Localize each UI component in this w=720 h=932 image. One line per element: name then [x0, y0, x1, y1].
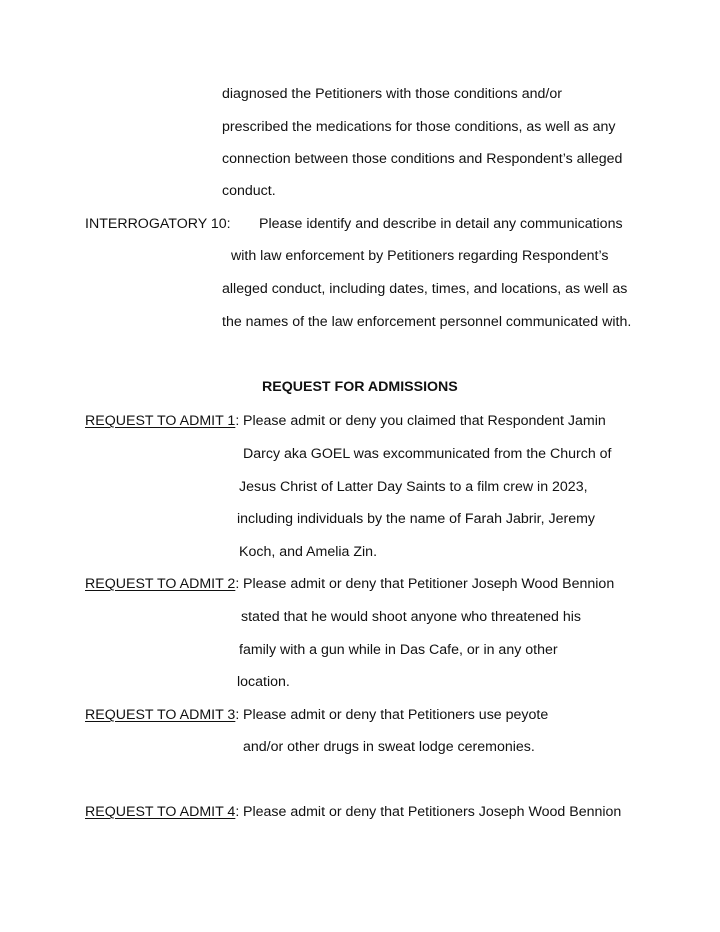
interrogatory-10-line: the names of the law enforcement personnel communicated with. [222, 314, 632, 330]
request-1-line: Please admit or deny you claimed that Respondent Jamin [243, 413, 606, 429]
request-3-line: Please admit or deny that Petitioners use peyote [243, 707, 549, 723]
request-1-line: Koch, and Amelia Zin. [239, 544, 378, 560]
request-2-label: REQUEST TO ADMIT 2 [85, 576, 236, 592]
interrogatory-10-line: with law enforcement by Petitioners regarding Respondent’s [231, 248, 609, 264]
request-2-line: Please admit or deny that Petitioner Joseph Wood Bennion [243, 576, 615, 592]
request-2-colon: : [235, 576, 240, 592]
request-2-label-wrap [85, 575, 239, 593]
request-1-line: Jesus Christ of Latter Day Saints to a film crew in 2023, [239, 479, 588, 495]
request-1-label: REQUEST TO ADMIT 1 [85, 413, 236, 429]
request-1-label-wrap [85, 412, 239, 430]
request-3-colon: : [235, 707, 240, 723]
request-1-colon: : [235, 413, 240, 429]
section-heading: REQUEST FOR ADMISSIONS [262, 379, 458, 395]
request-3-line: and/or other drugs in sweat lodge ceremonies. [243, 739, 535, 755]
request-2-line: location. [237, 674, 290, 690]
continuation-line: prescribed the medications for those conditions, as well as any [222, 119, 616, 135]
continuation-line: diagnosed the Petitioners with those conditions and/or [222, 86, 562, 102]
continuation-line: connection between those conditions and Respondent’s alleged [222, 151, 623, 167]
interrogatory-10-line: alleged conduct, including dates, times, and locations, as well as [222, 281, 628, 297]
interrogatory-10-line: Please identify and describe in detail any communications [259, 216, 623, 232]
request-1-line: including individuals by the name of Farah Jabrir, Jeremy [237, 511, 596, 527]
interrogatory-10-label: INTERROGATORY 10: [85, 216, 231, 232]
request-2-line: stated that he would shoot anyone who threatened his [241, 609, 581, 625]
request-4-colon: : [235, 804, 240, 820]
request-1-line: Darcy aka GOEL was excommunicated from the Church of [243, 446, 612, 462]
request-4-line: Please admit or deny that Petitioners Joseph Wood Bennion [243, 804, 622, 820]
request-4-label: REQUEST TO ADMIT 4 [85, 804, 236, 820]
request-3-label-wrap [85, 706, 239, 724]
request-3-label: REQUEST TO ADMIT 3 [85, 707, 236, 723]
request-4-label-wrap [85, 803, 239, 821]
continuation-line: conduct. [222, 183, 276, 199]
request-2-line: family with a gun while in Das Cafe, or in any other [239, 642, 558, 658]
